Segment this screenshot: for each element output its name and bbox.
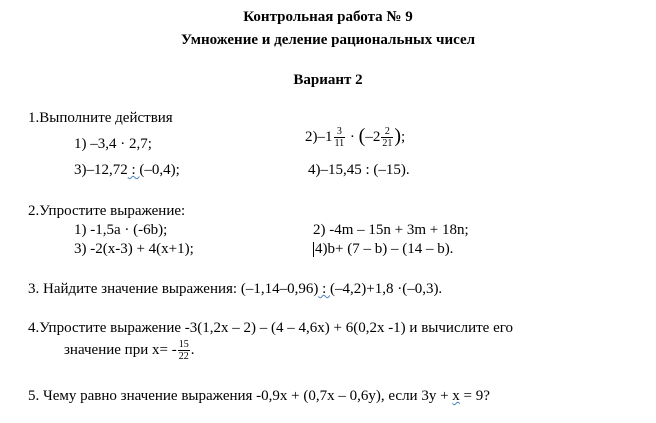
task2-item2: 2) -4m – 15n + 3m + 18n; xyxy=(313,222,469,238)
page-subtitle: Умножение и деление рациональных чисел xyxy=(180,32,476,48)
fraction-15-22: $\frac{15}{22}$ xyxy=(178,339,189,362)
task2-item4: 4)b+ (7 – b) – (14 – b). xyxy=(315,241,454,257)
task1-heading: 1.Выполните действия xyxy=(28,110,173,126)
task1-item2: 2)–1 $\frac{3}{11}$ · (–2 $\frac{2}{21}$ ); xyxy=(305,125,406,149)
task2-heading: 2.Упростите выражение: xyxy=(28,203,186,219)
variant-label: Вариант 2 xyxy=(293,72,363,88)
task4-line1: 4.Упростите выражение -3(1,2x – 2) – (4 – 4,6x) + 6(0,2x -1) и вычислите его xyxy=(28,320,514,336)
task1-item1: 1) –3,4 · 2,7; xyxy=(74,136,152,152)
text-cursor xyxy=(313,242,314,257)
task1-item4: 4)–15,45 : (–15). xyxy=(308,162,410,178)
task3-text: 3. Найдите значение выражения: (–1,14–0,96) : (–4,2)+1,8 ·(–0,3). xyxy=(28,281,443,297)
fraction-2-21: $\frac{2}{21}$ xyxy=(382,126,393,149)
task2-item1: 1) -1,5a · (-6b); xyxy=(74,222,168,238)
task2-item3: 3) -2(x-3) + 4(x+1); xyxy=(74,241,194,257)
fraction-3-11: $\frac{3}{11}$ xyxy=(334,126,345,149)
task1-item3: 3)–12,72 : (–0,4); xyxy=(74,162,180,178)
task5-text: 5. Чему равно значение выражения -0,9x + (0,7x – 0,6y), если 3y + x = 9? xyxy=(28,388,490,404)
task4-line2: значение при x= - $\frac{15}{22}$ . xyxy=(64,339,195,362)
page-title: Контрольная работа № 9 xyxy=(243,9,413,25)
